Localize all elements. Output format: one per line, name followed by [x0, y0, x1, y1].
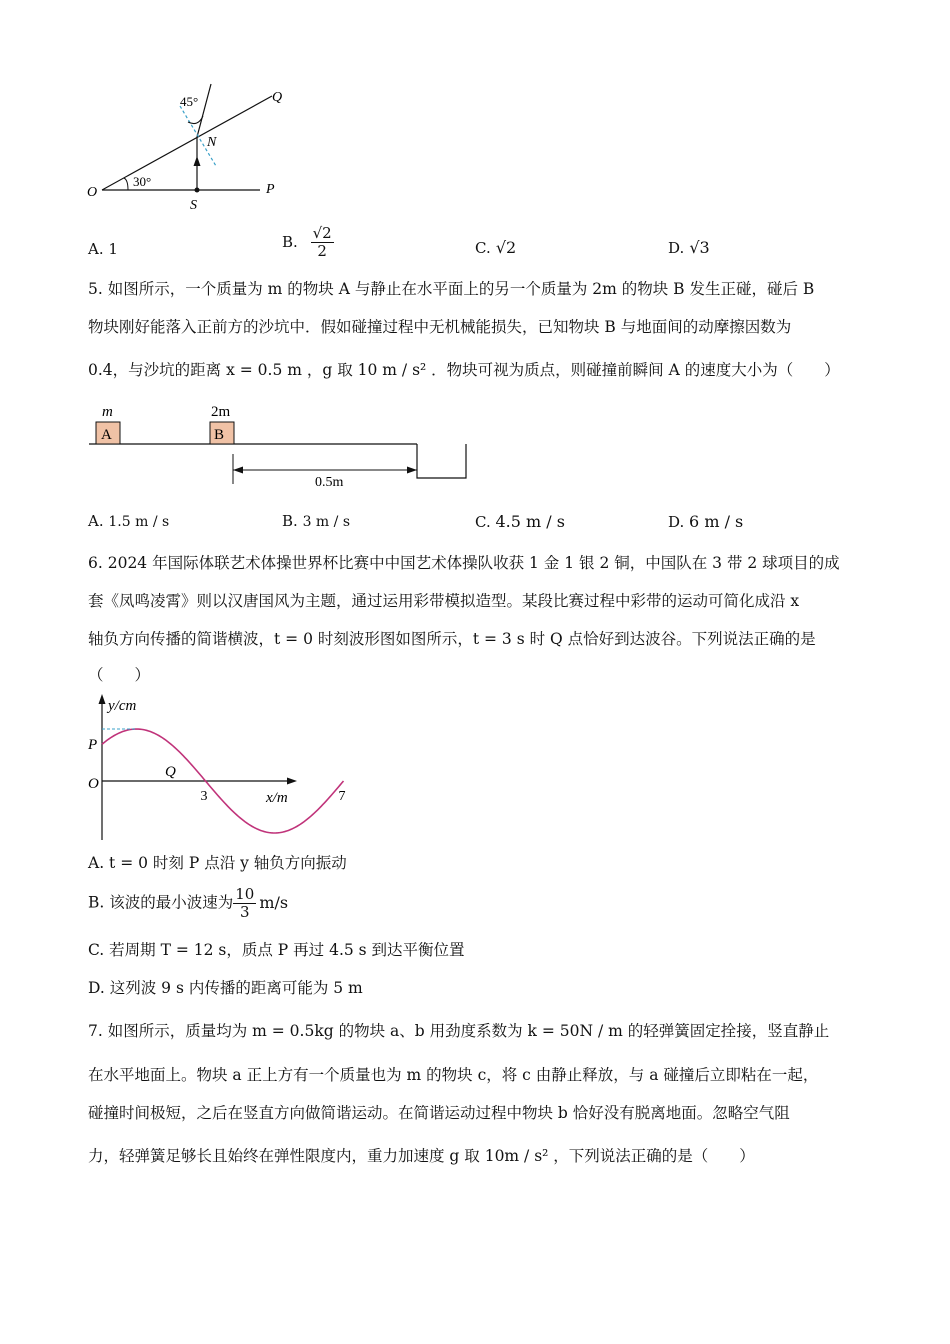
x-tick-3: 3 [200, 789, 208, 804]
q7-line-1: 7. 如图所示，质量均为 m = 0.5kg 的物块 a、b 用劲度系数为 k = 50N / m 的轻弹簧固定拴接，竖直静止 [88, 1022, 830, 1040]
refraction-figure [80, 80, 290, 220]
collision-figure [85, 398, 475, 498]
block-b-mass: 2m [211, 404, 231, 420]
distance-label: 0.5m [315, 475, 344, 490]
block-a-label: A [101, 427, 112, 443]
q5-option-c[interactable]: C. 4.5 m / s [475, 512, 565, 531]
q4-option-b[interactable]: B. $\frac{√2}{2}$ [282, 224, 332, 260]
q6-line-3: 轴负方向传播的简谐横波，t = 0 时刻波形图如图所示，t = 3 s 时 Q 点恰好到达波谷。下列说法正确的是 [88, 630, 816, 648]
q6-line-4: （ ） [88, 666, 151, 684]
point-s-label: S [190, 198, 197, 213]
origin-label: O [88, 776, 99, 792]
q5-option-d[interactable]: D. 6 m / s [668, 512, 744, 531]
x-axis-label: x/m [266, 790, 288, 806]
fraction: $\frac{10}{3}$ [235, 885, 255, 921]
x-tick-7: 7 [338, 789, 346, 804]
q6-option-a[interactable]: A. t = 0 时刻 P 点沿 y 轴负方向振动 [88, 854, 347, 872]
y-axis-label: y/cm [108, 698, 137, 714]
q4-option-c[interactable]: C. √2 [475, 238, 517, 257]
q6-option-c[interactable]: C. 若周期 T = 12 s，质点 P 再过 4.5 s 到达平衡位置 [88, 941, 465, 959]
point-q-label: Q [272, 90, 283, 105]
q6-option-b[interactable]: B. 该波的最小波速为 $\frac{10}{3}$ m/s [88, 885, 289, 921]
q5-option-b[interactable]: B. 3 m / s [282, 512, 351, 530]
q5-line-1: 5. 如图所示，一个质量为 m 的物块 A 与静止在水平面上的另一个质量为 2m 的物块 B 发生正碰，碰后 B [88, 280, 815, 298]
point-o-label: O [87, 185, 98, 200]
q6-option-d[interactable]: D. 这列波 9 s 内传播的距离可能为 5 m [88, 979, 363, 997]
block-b-label: B [214, 427, 225, 443]
block-a-mass: m [102, 404, 113, 420]
q6-line-1: 6. 2024 年国际体联艺术体操世界杯比赛中中国艺术体操队收获 1 金 1 银 2 铜，中国队在 3 带 2 球项目的成 [88, 554, 840, 572]
wave-chart [85, 690, 346, 845]
q7-line-2: 在水平地面上。物块 a 正上方有一个质量也为 m 的物块 c，将 c 由静止释放，与 a 碰撞后立即粘在一起， [88, 1066, 819, 1084]
angle-30-label: 30° [133, 174, 152, 189]
q6-line-2: 套《凤鸣凌霄》则以汉唐国风为主题，通过运用彩带模拟造型。某段比赛过程中彩带的运动可简化成沿 x [88, 592, 800, 610]
point-p-label: P [88, 737, 98, 753]
q5-option-a[interactable]: A. 1.5 m / s [88, 512, 170, 530]
point-q-label: Q [165, 764, 176, 780]
q5-line-2: 物块刚好能落入正前方的沙坑中．假如碰撞过程中无机械能损失，已知物块 B 与地面间的动摩擦因数为 [88, 318, 792, 336]
q7-line-3: 碰撞时间极短，之后在竖直方向做简谐运动。在简谐运动过程中物块 b 恰好没有脱离地面。忽略空气阻 [88, 1104, 790, 1122]
q4-option-a[interactable]: A. 1 [88, 240, 118, 258]
point-n-label: N [207, 135, 217, 150]
q4-option-d[interactable]: D. √3 [668, 238, 710, 257]
fraction: $\frac{√2}{2}$ [312, 224, 332, 260]
q7-line-4: 力，轻弹簧足够长且始终在弹性限度内，重力加速度 g 取 10m / s² ，下列说法正确的是（ ） [88, 1147, 755, 1165]
q5-line-3: 0.4，与沙坑的距离 x = 0.5 m ，g 取 10 m / s² ．物块可视为质点，则碰撞前瞬间 A 的速度大小为（ ） [88, 361, 840, 379]
angle-45-label: 45° [180, 94, 199, 109]
point-p-label: P [266, 182, 275, 197]
